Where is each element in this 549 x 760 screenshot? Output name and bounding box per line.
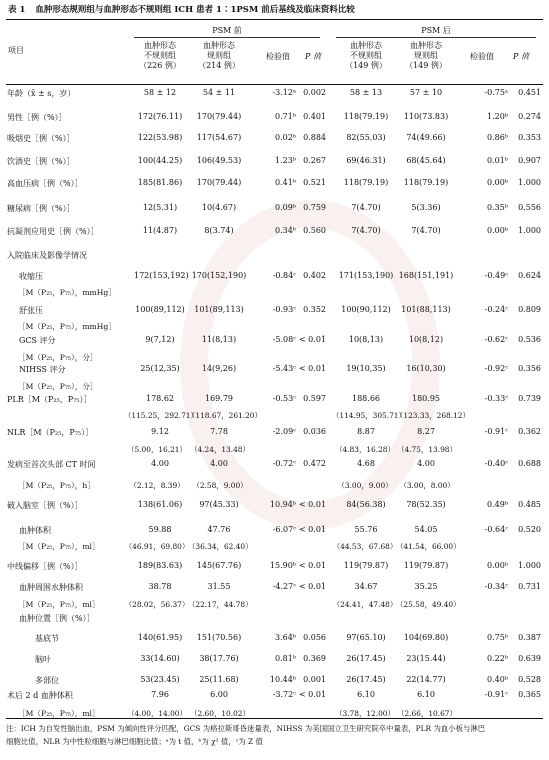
- cell-c6: 68(45.64): [406, 156, 446, 165]
- subcell-c1: （115.25，292.71）: [124, 411, 198, 420]
- cell-c1: 172(76.11): [137, 112, 183, 121]
- cell-c1: 7.96: [151, 690, 169, 699]
- cell-c2: 170(79.44): [196, 112, 242, 121]
- subcell-c6: （123.33，268.12）: [396, 411, 470, 420]
- cell-c7: -0.40ᶜ: [484, 459, 508, 468]
- row-label: NIHSS 评分: [19, 365, 66, 374]
- cell-c6: 54.05: [414, 525, 438, 534]
- cell-c7: 0.00ᵇ: [486, 561, 508, 570]
- row-label: 饮酒史［例（%）］: [7, 157, 75, 166]
- cell-c2: 97(45.33): [199, 500, 239, 509]
- cell-c7: 1.20ᵇ: [486, 112, 508, 121]
- cell-c3: 10.94ᵇ: [269, 500, 296, 509]
- subcell-c6: （4.75，13.98）: [397, 445, 457, 454]
- table-notes: [6, 722, 543, 748]
- header-irregular-pre: 血肿形态 不规则组 （226 例）: [139, 41, 181, 71]
- cell-c5: 97(65.10): [346, 633, 386, 642]
- cell-c7: -0.34ᶜ: [484, 582, 508, 591]
- cell-c7: 0.86ᵇ: [486, 133, 508, 142]
- cell-c2: 54 ± 11: [202, 88, 236, 97]
- cell-c6: 104(69.80): [403, 633, 449, 642]
- cell-c8: 0.362: [518, 427, 541, 436]
- cell-c5: 19(10,35): [346, 364, 386, 373]
- header-item: 项目: [8, 46, 24, 55]
- subcell-c6: （2.66，10.67）: [397, 709, 457, 718]
- header-p-post: P 值: [513, 52, 529, 61]
- cell-c2: 117(54.67): [196, 133, 242, 142]
- cell-c3: 0.71ᵇ: [274, 112, 296, 121]
- cell-c8: 0.739: [518, 394, 541, 403]
- cell-c4: < 0.01: [298, 690, 326, 699]
- cell-c3: -4.27ᶜ: [272, 582, 296, 591]
- cell-c2: 106(49.53): [196, 156, 242, 165]
- note-line-1: 注：ICH 为自发性脑出血，PSM 为倾向性评分匹配，GCS 为格拉斯哥昏迷量表，NIHSS 为美国国立卫生研究院卒中量表，PLR 为血小板与淋巴: [6, 724, 486, 733]
- cell-c7: -0.64ᶜ: [484, 525, 508, 534]
- header-regular-post: 血肿形态 规则组 （149 例）: [405, 41, 447, 71]
- subcell-c5: （24.41，47.48）: [332, 600, 398, 609]
- cell-c6: 74(49.66): [406, 133, 446, 142]
- cell-c1: 189(83.63): [137, 561, 183, 570]
- cell-c3: 10.44ᵇ: [269, 675, 296, 684]
- cell-c3: 3.64ᵇ: [274, 633, 296, 642]
- row-label: 多部位: [35, 676, 59, 685]
- row-label: 基底节: [35, 634, 59, 643]
- cell-c2: 151(70.56): [196, 633, 242, 642]
- cell-c1: 58 ± 12: [143, 88, 177, 97]
- cell-c8: 1.000: [518, 178, 541, 187]
- cell-c5: 55.76: [354, 525, 378, 534]
- cell-c7: -0.24ᶜ: [484, 305, 508, 314]
- row-label: 脑叶: [35, 655, 51, 664]
- cell-c5: 6.10: [357, 690, 375, 699]
- row-label: 中线偏移［例（%）］: [7, 562, 83, 571]
- cell-c3: -0.93ᶜ: [272, 305, 296, 314]
- cell-c2: 8(3.74): [204, 226, 234, 235]
- cell-c8: 0.536: [518, 335, 541, 344]
- cell-c7: 0.35ᵇ: [486, 203, 508, 212]
- subrow-label: ［M（P₂₅，P₇₅），ml］: [18, 600, 100, 609]
- cell-c7: -0.49ᶜ: [484, 271, 508, 280]
- row-label: 血肿体积: [19, 526, 51, 535]
- cell-c1: 11(4.87): [142, 226, 178, 235]
- header-irregular-post: 血肿形态 不规则组 （149 例）: [345, 41, 387, 71]
- cell-c7: 0.49ᵇ: [486, 500, 508, 509]
- subrow-label: ［M（P₂₅，P₇₅），分］: [18, 382, 98, 391]
- cell-c2: 145(67.76): [196, 561, 242, 570]
- header-rule: [6, 84, 543, 85]
- cell-c4: 0.267: [303, 156, 326, 165]
- cell-c7: 0.40ᵇ: [486, 675, 508, 684]
- cell-c4: 0.369: [303, 654, 326, 663]
- cell-c1: 100(44.25): [137, 156, 183, 165]
- cell-c6: 119(79.87): [403, 561, 449, 570]
- group-line-post: [336, 37, 536, 38]
- row-label: 男性［例（%）］: [7, 113, 67, 122]
- cell-c4: 0.002: [303, 88, 326, 97]
- cell-c3: -2.09ᶜ: [272, 427, 296, 436]
- table-title: 血肿形态规则组与血肿形态不规则组 ICH 患者 1∶1PSM 前后基线及临床资料比较: [35, 5, 355, 15]
- cell-c7: -0.91ᶜ: [484, 690, 508, 699]
- cell-c1: 172(153,192): [134, 271, 189, 280]
- cell-c1: 25(12,35): [140, 364, 180, 373]
- cell-c4: 0.884: [303, 133, 326, 142]
- subrow-label: ［M（P₂₅，P₇₅），ml］: [18, 542, 100, 551]
- cell-c5: 100(90,112): [341, 305, 391, 314]
- cell-c1: 12(5.31): [142, 203, 178, 212]
- cell-c3: 15.90ᵇ: [269, 561, 296, 570]
- subcell-c2: （118.67，261.20）: [188, 411, 262, 420]
- subcell-c2: （4.24，13.48）: [190, 445, 250, 454]
- cell-c1: 122(53.98): [137, 133, 183, 142]
- cell-c5: 8.87: [357, 427, 375, 436]
- cell-c8: 0.907: [518, 156, 541, 165]
- cell-c2: 10(4.67): [201, 203, 237, 212]
- cell-c1: 33(14.60): [140, 654, 180, 663]
- cell-c2: 170(79.44): [196, 178, 242, 187]
- cell-c8: 1.000: [518, 561, 541, 570]
- cell-c3: -3.12ᵃ: [272, 88, 296, 97]
- subcell-c2: （2.60，10.02）: [190, 709, 250, 718]
- cell-c6: 10(8,12): [408, 335, 444, 344]
- subcell-c5: （3.78，12.00）: [335, 709, 395, 718]
- cell-c6: 35.25: [414, 582, 438, 591]
- cell-c5: 188.66: [352, 394, 380, 403]
- subrow-label: ［M（P₂₅，P₇₅），mmHg］: [18, 322, 116, 331]
- cell-c5: 58 ± 13: [349, 88, 383, 97]
- row-label: PLR［M（P₂₅，P₇₅）］: [7, 395, 92, 404]
- cell-c6: 57 ± 10: [409, 88, 443, 97]
- cell-c3: 0.34ᵇ: [274, 226, 296, 235]
- row-label: GCS 评分: [19, 336, 56, 345]
- subcell-c5: （44.53，67.68）: [332, 542, 398, 551]
- cell-c6: 16(10,30): [406, 364, 446, 373]
- cell-c5: 118(79.19): [343, 178, 389, 187]
- cell-c7: -0.75ᵃ: [484, 88, 508, 97]
- row-label: 吸烟史［例（%）］: [7, 134, 75, 143]
- cell-c8: 0.688: [518, 459, 541, 468]
- subrow-label: ［M（P₂₅，P₇₅），ml］: [18, 709, 100, 718]
- cell-c4: 0.597: [303, 394, 326, 403]
- cell-c5: 84(56.38): [346, 500, 386, 509]
- cell-c5: 118(79.19): [343, 112, 389, 121]
- cell-c2: 11(8,13): [201, 335, 237, 344]
- cell-c8: 0.451: [518, 88, 541, 97]
- cell-c1: 140(61.95): [137, 633, 183, 642]
- cell-c2: 169.79: [205, 394, 233, 403]
- cell-c1: 178.62: [146, 394, 174, 403]
- cell-c7: 0.00ᵇ: [486, 226, 508, 235]
- cell-c2: 38(17.76): [199, 654, 239, 663]
- bottom-rule: [6, 718, 543, 719]
- cell-c5: 4.68: [357, 459, 375, 468]
- row-label: 发病至首次头部 CT 时间: [7, 460, 96, 469]
- subcell-c6: （25.58，49.40）: [396, 600, 461, 609]
- subcell-c1: （28.02，56.37）: [124, 600, 190, 609]
- header-test-post: 检验值: [470, 52, 494, 61]
- cell-c5: 119(79.87): [343, 561, 389, 570]
- row-label: NLR［M（P₂₅，P₇₅）］: [7, 428, 94, 437]
- cell-c7: 0.01ᵇ: [486, 156, 508, 165]
- cell-c5: 26(17.45): [346, 654, 386, 663]
- subrow-label: ［M（P₂₅，P₇₅），h］: [18, 481, 95, 490]
- cell-c8: 1.000: [518, 226, 541, 235]
- cell-c8: 0.624: [518, 271, 541, 280]
- cell-c4: < 0.01: [298, 561, 326, 570]
- header-group-post: PSM 后: [421, 26, 451, 35]
- cell-c8: 0.485: [518, 500, 541, 509]
- cell-c2: 4.00: [210, 459, 228, 468]
- cell-c4: 0.560: [303, 226, 326, 235]
- cell-c3: -5.08ᶜ: [272, 335, 296, 344]
- row-label: 舒张压: [19, 306, 43, 315]
- table-caption: [8, 3, 541, 17]
- cell-c4: 0.472: [303, 459, 326, 468]
- cell-c4: < 0.01: [298, 582, 326, 591]
- subcell-c2: （36.34，62.40）: [188, 542, 253, 551]
- cell-c6: 110(73.83): [403, 112, 449, 121]
- cell-c3: -0.84ᶜ: [272, 271, 296, 280]
- table-number: 表 1: [8, 5, 26, 15]
- subcell-c2: （22.17，44.78）: [188, 600, 253, 609]
- subrow-label: ［M（P₂₅，P₇₅），mmHg］: [18, 288, 116, 297]
- row-label: 血肿位置［例（%）］: [19, 614, 95, 623]
- cell-c2: 31.55: [207, 582, 231, 591]
- cell-c3: 0.41ᵇ: [274, 178, 296, 187]
- cell-c8: 0.274: [518, 112, 541, 121]
- cell-c5: 82(55.03): [346, 133, 386, 142]
- cell-c2: 14(9,26): [201, 364, 237, 373]
- cell-c2: 47.76: [207, 525, 231, 534]
- row-label: 高血压病［例（%）］: [7, 179, 83, 188]
- cell-c3: -5.43ᶜ: [272, 364, 296, 373]
- subcell-c5: （3.00，9.00）: [337, 481, 393, 490]
- cell-c8: 0.356: [518, 364, 541, 373]
- cell-c8: 0.528: [518, 675, 541, 684]
- cell-c3: 0.02ᵇ: [274, 133, 296, 142]
- row-label: 抗凝剂应用史［例（%）］: [7, 227, 99, 236]
- cell-c3: -6.07ᶜ: [272, 525, 296, 534]
- cell-c3: -0.72ᶜ: [272, 459, 296, 468]
- cell-c1: 4.00: [151, 459, 169, 468]
- cell-c1: 185(81.86): [137, 178, 183, 187]
- cell-c4: < 0.01: [298, 500, 326, 509]
- cell-c6: 78(52.35): [406, 500, 446, 509]
- cell-c8: 0.809: [518, 305, 541, 314]
- cell-c6: 168(151,191): [398, 271, 454, 280]
- cell-c4: < 0.01: [298, 525, 326, 534]
- cell-c8: 0.556: [518, 203, 541, 212]
- note-line-2: 细胞比值，NLR 为中性粒细胞与淋巴细胞比值；ᵃ为 t 值，ᵇ为 χ² 值，ᶜ为 Z 值: [6, 737, 263, 746]
- subcell-c2: （2.58，9.00）: [192, 481, 248, 490]
- cell-c6: 6.10: [417, 690, 435, 699]
- header-regular-pre: 血肿形态 规则组 （214 例）: [198, 41, 240, 71]
- cell-c3: -3.72ᶜ: [272, 690, 296, 699]
- subcell-c6: （3.00，8.00）: [399, 481, 455, 490]
- cell-c4: < 0.01: [298, 364, 326, 373]
- cell-c5: 171(153,190): [338, 271, 394, 280]
- cell-c4: < 0.01: [298, 335, 326, 344]
- cell-c2: 7.78: [210, 427, 228, 436]
- cell-c4: 0.521: [303, 178, 326, 187]
- cell-c8: 0.353: [518, 133, 541, 142]
- subcell-c5: （4.83，16.28）: [335, 445, 395, 454]
- cell-c4: 0.001: [303, 675, 326, 684]
- cell-c1: 138(61.06): [137, 500, 183, 509]
- cell-c7: 0.00ᵇ: [486, 178, 508, 187]
- subcell-c6: （41.54，66.00）: [396, 542, 461, 551]
- cell-c4: 0.401: [303, 112, 326, 121]
- row-label: 破入脑室［例（%）］: [7, 501, 83, 510]
- cell-c4: 0.402: [303, 271, 326, 280]
- cell-c8: 0.387: [518, 633, 541, 642]
- cell-c6: 5(3.36): [411, 203, 441, 212]
- cell-c1: 9(7,12): [145, 335, 175, 344]
- cell-c1: 100(89,112): [135, 305, 185, 314]
- header-group-pre: PSM 前: [212, 26, 242, 35]
- row-label: 入院临床及影像学情况: [7, 251, 87, 260]
- cell-c1: 53(23.45): [140, 675, 180, 684]
- cell-c4: 0.759: [303, 203, 326, 212]
- cell-c8: 0.520: [518, 525, 541, 534]
- subcell-c5: （114.95，305.71）: [332, 411, 406, 420]
- subcell-c1: （2.12，8.39）: [129, 481, 185, 490]
- cell-c7: 0.75ᵇ: [486, 633, 508, 642]
- row-label: 糖尿病［例（%）］: [7, 204, 75, 213]
- cell-c2: 25(11.68): [199, 675, 239, 684]
- cell-c7: -0.62ᶜ: [484, 335, 508, 344]
- cell-c3: 1.23ᵇ: [274, 156, 296, 165]
- cell-c3: 0.09ᵇ: [274, 203, 296, 212]
- cell-c4: 0.056: [303, 633, 326, 642]
- cell-c4: 0.036: [303, 427, 326, 436]
- cell-c3: 0.81ᵇ: [274, 654, 296, 663]
- cell-c6: 118(79.19): [403, 178, 449, 187]
- row-label: 年龄（x̄ ± s，岁）: [7, 89, 76, 98]
- cell-c6: 22(14.77): [406, 675, 446, 684]
- cell-c6: 8.27: [417, 427, 435, 436]
- group-line-pre: [134, 37, 320, 38]
- cell-c8: 0.639: [518, 654, 541, 663]
- subcell-c1: （46.91，69.80）: [124, 542, 190, 551]
- subrow-label: ［M（P₂₅，P₇₅），分］: [18, 353, 98, 362]
- row-label: 收缩压: [19, 272, 43, 281]
- cell-c8: 0.731: [518, 582, 541, 591]
- cell-c4: 0.352: [303, 305, 326, 314]
- cell-c6: 7(4.70): [411, 226, 441, 235]
- cell-c6: 101(88,113): [401, 305, 451, 314]
- cell-c5: 69(46.31): [346, 156, 386, 165]
- cell-c6: 4.00: [417, 459, 435, 468]
- cell-c1: 59.88: [148, 525, 172, 534]
- cell-c1: 38.78: [148, 582, 172, 591]
- cell-c7: -0.91ᶜ: [484, 427, 508, 436]
- cell-c3: -0.53ᶜ: [272, 394, 296, 403]
- header-p-pre: P 值: [305, 52, 321, 61]
- cell-c5: 34.67: [354, 582, 378, 591]
- cell-c2: 101(89,113): [194, 305, 244, 314]
- cell-c7: -0.33ᶜ: [484, 394, 508, 403]
- cell-c8: 0.365: [518, 690, 541, 699]
- row-label: 血肿周围水肿体积: [19, 583, 83, 592]
- cell-c5: 10(8,13): [348, 335, 384, 344]
- cell-c7: -0.92ᶜ: [484, 364, 508, 373]
- cell-c2: 6.00: [210, 690, 228, 699]
- cell-c7: 0.22ᵇ: [486, 654, 508, 663]
- header-test-pre: 检验值: [266, 52, 290, 61]
- cell-c5: 26(17.45): [346, 675, 386, 684]
- cell-c5: 7(4.70): [351, 226, 381, 235]
- cell-c1: 9.12: [151, 427, 169, 436]
- cell-c2: 170(152,190): [191, 271, 247, 280]
- row-label: 术后 2 d 血肿体积: [7, 691, 73, 700]
- cell-c6: 23(15.44): [406, 654, 446, 663]
- subcell-c1: （5.00，16.21）: [127, 445, 187, 454]
- cell-c6: 180.95: [412, 394, 440, 403]
- cell-c5: 7(4.70): [351, 203, 381, 212]
- subcell-c1: （4.00，14.00）: [127, 709, 187, 718]
- top-rule: [6, 19, 543, 20]
